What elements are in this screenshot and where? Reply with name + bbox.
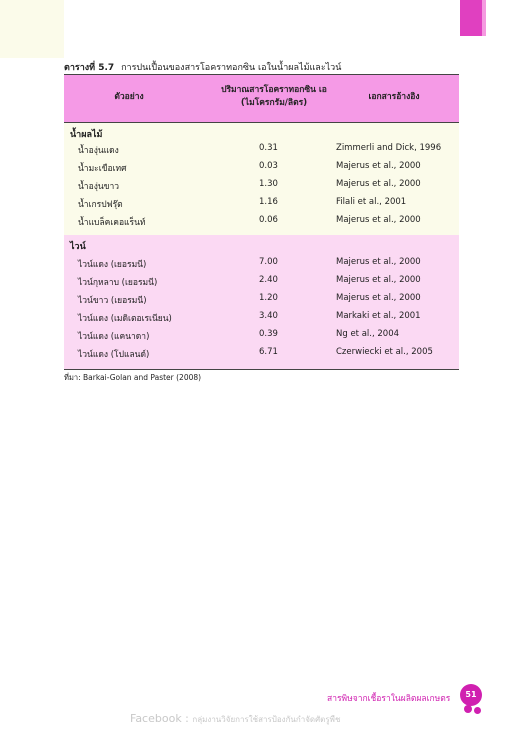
watermark (130, 712, 340, 726)
row-name: ไวน์แดง (เมดิเตอเรเนียน) (78, 314, 172, 324)
row-reference: Majerus et al., 2000 (336, 215, 421, 225)
top-tab-marker-light (482, 0, 486, 36)
corner-decoration (0, 0, 64, 58)
table-source-note: ที่มา: Barkai-Golan and Paster (2008) (64, 373, 202, 382)
row-name: น้ำองุ่นขาว (78, 182, 120, 192)
header-reference: เอกสารอ้างอิง (368, 92, 420, 102)
top-tab-marker (460, 0, 482, 36)
table-header (64, 74, 459, 123)
watermark-prefix: Facebook : (130, 712, 189, 725)
row-name: ไวน์แดง (โปแลนด์) (78, 350, 150, 360)
header-amount-line2: (ไมโครกรัม/ลิตร) (240, 98, 308, 108)
section-title-wine: ไวน์ (70, 242, 86, 252)
table-row (64, 257, 459, 275)
badge-decoration (474, 707, 481, 714)
table-caption (64, 60, 341, 74)
row-reference: Majerus et al., 2000 (336, 161, 421, 171)
table-caption-label: ตารางที่ 5.7 (64, 63, 115, 73)
row-name: น้ำเกรปฟรุ๊ต (78, 200, 123, 210)
row-reference: Majerus et al., 2000 (336, 275, 421, 285)
row-value: 0.31 (259, 143, 278, 153)
table-row (64, 179, 459, 197)
row-reference: Majerus et al., 2000 (336, 293, 421, 303)
table-row (64, 275, 459, 293)
table-row (64, 215, 459, 233)
row-reference: Majerus et al., 2000 (336, 257, 421, 267)
row-value: 6.71 (259, 347, 278, 357)
row-value: 0.06 (259, 215, 278, 225)
badge-decoration (464, 705, 472, 713)
table-row (64, 311, 459, 329)
table-row (64, 329, 459, 347)
running-footer-title: สารพิษจากเชื้อราในผลิตผลเกษตร (327, 694, 451, 704)
row-name: ไวน์กุหลาบ (เยอรมนี) (78, 278, 158, 288)
row-reference: Filali et al., 2001 (336, 197, 407, 207)
row-value: 2.40 (259, 275, 278, 285)
header-amount (199, 84, 349, 110)
row-reference: Czerwiecki et al., 2005 (336, 347, 433, 357)
row-reference: Zimmerli and Dick, 1996 (336, 143, 442, 153)
table-row (64, 161, 459, 179)
row-name: ไวน์แดง (เยอรมนี) (78, 260, 147, 270)
row-name: ไวน์ขาว (เยอรมนี) (78, 296, 147, 306)
section-fruit-juice (64, 123, 459, 235)
row-name: น้ำแบล็คเคอแร็นท์ (78, 218, 146, 228)
header-sample: ตัวอย่าง (114, 92, 144, 102)
row-value: 7.00 (259, 257, 278, 267)
row-reference: Majerus et al., 2000 (336, 179, 421, 189)
row-name: ไวน์แดง (แคนาดา) (78, 332, 150, 342)
row-value: 1.30 (259, 179, 278, 189)
table-row (64, 293, 459, 311)
row-name: น้ำมะเขือเทศ (78, 164, 127, 174)
row-value: 1.16 (259, 197, 278, 207)
contamination-table (64, 74, 459, 370)
table-row (64, 197, 459, 215)
row-value: 3.40 (259, 311, 278, 321)
row-value: 1.20 (259, 293, 278, 303)
page-number-badge: 51 (460, 684, 482, 706)
table-row (64, 143, 459, 161)
watermark-text: กลุ่มงานวิจัยการใช้สารป้องกันกำจัดศัตรูพืช (192, 715, 341, 724)
row-reference: Markaki et al., 2001 (336, 311, 421, 321)
row-reference: Ng et al., 2004 (336, 329, 400, 339)
header-amount-line1: ปริมาณสารโอคราทอกซิน เอ (221, 85, 327, 95)
row-name: น้ำองุ่นแดง (78, 146, 119, 156)
section-wine (64, 235, 459, 370)
table-row (64, 347, 459, 365)
row-value: 0.03 (259, 161, 278, 171)
table-caption-text: การปนเปื้อนของสารโอคราทอกซิน เอในน้ำผลไม้และไวน์ (121, 63, 342, 73)
section-title-juice: น้ำผลไม้ (70, 130, 103, 140)
row-value: 0.39 (259, 329, 278, 339)
